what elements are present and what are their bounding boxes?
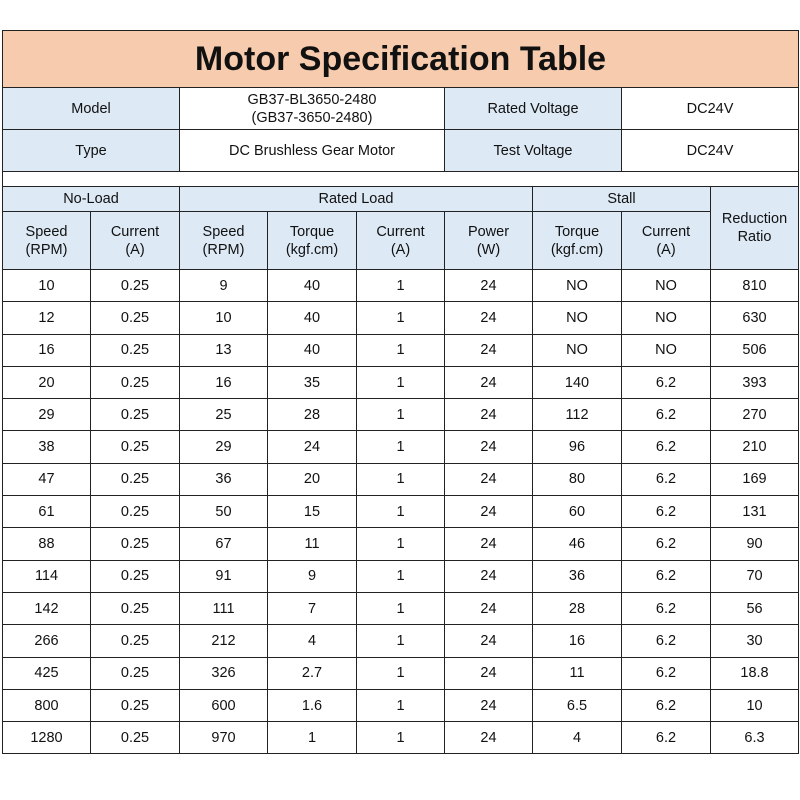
column-header-name: Speed xyxy=(202,223,245,240)
table-cell: 1 xyxy=(357,366,445,398)
table-cell: 30 xyxy=(711,625,799,657)
table-cell: 80 xyxy=(533,463,622,495)
table-cell: 0.25 xyxy=(91,657,180,689)
table-cell: 210 xyxy=(711,431,799,463)
column-header xyxy=(180,212,268,270)
table-cell: 24 xyxy=(445,496,533,528)
type-label: Type xyxy=(3,130,180,172)
table-cell: 16 xyxy=(3,334,91,366)
table-row xyxy=(3,334,799,366)
table-cell: 6.2 xyxy=(622,399,711,431)
table-cell: 38 xyxy=(3,431,91,463)
table-cell: 16 xyxy=(180,366,268,398)
table-cell: 0.25 xyxy=(91,431,180,463)
table-cell: 24 xyxy=(445,722,533,754)
table-cell: 24 xyxy=(445,399,533,431)
table-cell: 40 xyxy=(268,334,357,366)
table-row xyxy=(3,528,799,560)
table-cell: 6.2 xyxy=(622,366,711,398)
table-cell: 36 xyxy=(180,463,268,495)
table-cell: 24 xyxy=(445,560,533,592)
reduction-ratio-header xyxy=(711,187,799,270)
table-cell: 24 xyxy=(445,592,533,624)
model-value-line2: (GB37-3650-2480) xyxy=(251,109,373,126)
table-cell: 0.25 xyxy=(91,302,180,334)
table-cell: 24 xyxy=(445,528,533,560)
table-cell: 50 xyxy=(180,496,268,528)
table-cell: 20 xyxy=(3,366,91,398)
model-value-line1: GB37-BL3650-2480 xyxy=(247,91,377,108)
reduction-line2: Ratio xyxy=(737,229,772,245)
table-cell: 6.2 xyxy=(622,463,711,495)
motor-spec-table xyxy=(2,30,799,754)
column-header-name: Current xyxy=(110,223,160,240)
column-header xyxy=(3,212,91,270)
column-header xyxy=(91,212,180,270)
table-cell: 35 xyxy=(268,366,357,398)
table-cell: 56 xyxy=(711,592,799,624)
table-cell: 6.2 xyxy=(622,657,711,689)
column-header xyxy=(533,212,622,270)
table-cell: 24 xyxy=(445,431,533,463)
table-cell: 6.2 xyxy=(622,689,711,721)
table-cell: 0.25 xyxy=(91,560,180,592)
table-cell: 600 xyxy=(180,689,268,721)
table-cell: 11 xyxy=(533,657,622,689)
table-cell: 10 xyxy=(180,302,268,334)
table-cell: 67 xyxy=(180,528,268,560)
table-cell: NO xyxy=(622,302,711,334)
column-header-unit: (RPM) xyxy=(25,241,68,258)
model-label: Model xyxy=(3,88,180,130)
table-cell: 6.2 xyxy=(622,560,711,592)
table-cell: 24 xyxy=(445,302,533,334)
group-stall: Stall xyxy=(533,187,711,212)
table-cell: NO xyxy=(533,270,622,302)
table-cell: 24 xyxy=(445,689,533,721)
reduction-line1: Reduction xyxy=(721,211,788,227)
rated-voltage-label: Rated Voltage xyxy=(445,88,622,130)
column-header-name: Current xyxy=(376,223,425,240)
column-header-unit: (A) xyxy=(656,241,676,258)
spacer-row xyxy=(3,172,799,187)
table-cell: 0.25 xyxy=(91,334,180,366)
table-cell: 212 xyxy=(180,625,268,657)
table-cell: 140 xyxy=(533,366,622,398)
table-cell: 169 xyxy=(711,463,799,495)
table-cell: 24 xyxy=(445,366,533,398)
table-cell: 1 xyxy=(357,431,445,463)
table-cell: 10 xyxy=(711,689,799,721)
table-title: Motor Specification Table xyxy=(3,31,799,88)
table-cell: 24 xyxy=(445,463,533,495)
table-cell: 1 xyxy=(357,399,445,431)
table-row xyxy=(3,366,799,398)
group-no-load: No-Load xyxy=(3,187,180,212)
table-cell: 60 xyxy=(533,496,622,528)
table-cell: 1 xyxy=(357,657,445,689)
table-cell: 810 xyxy=(711,270,799,302)
table-cell: 91 xyxy=(180,560,268,592)
column-header-name: Speed xyxy=(25,223,68,240)
table-cell: 4 xyxy=(533,722,622,754)
column-header xyxy=(268,212,357,270)
table-cell: 24 xyxy=(445,657,533,689)
test-voltage-label: Test Voltage xyxy=(445,130,622,172)
table-cell: 1 xyxy=(357,302,445,334)
table-cell: 40 xyxy=(268,270,357,302)
table-cell: 12 xyxy=(3,302,91,334)
table-cell: 1 xyxy=(357,528,445,560)
table-cell: 24 xyxy=(445,270,533,302)
table-cell: NO xyxy=(533,302,622,334)
table-cell: 0.25 xyxy=(91,592,180,624)
table-cell: 112 xyxy=(533,399,622,431)
rated-voltage-value: DC24V xyxy=(622,88,799,130)
table-cell: 131 xyxy=(711,496,799,528)
model-value xyxy=(180,88,445,130)
table-cell: 13 xyxy=(180,334,268,366)
table-cell: 111 xyxy=(180,592,268,624)
table-cell: NO xyxy=(622,334,711,366)
table-cell: 15 xyxy=(268,496,357,528)
table-cell: 6.2 xyxy=(622,431,711,463)
table-cell: 24 xyxy=(445,625,533,657)
table-cell: 28 xyxy=(268,399,357,431)
table-cell: 393 xyxy=(711,366,799,398)
table-cell: 6.3 xyxy=(711,722,799,754)
table-cell: 266 xyxy=(3,625,91,657)
table-cell: 142 xyxy=(3,592,91,624)
column-header-name: Power xyxy=(467,223,510,240)
type-value: DC Brushless Gear Motor xyxy=(180,130,445,172)
table-cell: 2.7 xyxy=(268,657,357,689)
table-cell: 1 xyxy=(357,463,445,495)
table-row xyxy=(3,560,799,592)
column-header-unit: (W) xyxy=(476,241,501,258)
column-header xyxy=(445,212,533,270)
table-cell: 9 xyxy=(180,270,268,302)
table-cell: 1 xyxy=(357,625,445,657)
table-cell: 70 xyxy=(711,560,799,592)
table-cell: 88 xyxy=(3,528,91,560)
column-header-unit: (kgf.cm) xyxy=(550,241,604,258)
table-cell: 506 xyxy=(711,334,799,366)
table-cell: 1 xyxy=(357,560,445,592)
table-cell: 24 xyxy=(445,334,533,366)
column-header xyxy=(622,212,711,270)
table-cell: 28 xyxy=(533,592,622,624)
table-cell: 1280 xyxy=(3,722,91,754)
test-voltage-value: DC24V xyxy=(622,130,799,172)
table-cell: 96 xyxy=(533,431,622,463)
table-cell: 0.25 xyxy=(91,496,180,528)
table-cell: 10 xyxy=(3,270,91,302)
table-row xyxy=(3,431,799,463)
table-cell: 7 xyxy=(268,592,357,624)
table-cell: 6.2 xyxy=(622,592,711,624)
table-cell: NO xyxy=(533,334,622,366)
table-cell: 20 xyxy=(268,463,357,495)
table-row xyxy=(3,270,799,302)
table-cell: 36 xyxy=(533,560,622,592)
table-row xyxy=(3,625,799,657)
table-cell: 47 xyxy=(3,463,91,495)
table-cell: 114 xyxy=(3,560,91,592)
group-rated-load: Rated Load xyxy=(180,187,533,212)
table-cell: 29 xyxy=(180,431,268,463)
table-cell: 1 xyxy=(357,689,445,721)
table-cell: 270 xyxy=(711,399,799,431)
table-cell: 11 xyxy=(268,528,357,560)
table-cell: 1 xyxy=(357,592,445,624)
table-row xyxy=(3,463,799,495)
table-cell: 0.25 xyxy=(91,270,180,302)
table-cell: 326 xyxy=(180,657,268,689)
table-row xyxy=(3,722,799,754)
table-row xyxy=(3,496,799,528)
table-cell: 40 xyxy=(268,302,357,334)
column-header-unit: (kgf.cm) xyxy=(285,241,339,258)
table-cell: 29 xyxy=(3,399,91,431)
table-row xyxy=(3,657,799,689)
column-header xyxy=(357,212,445,270)
table-cell: 0.25 xyxy=(91,366,180,398)
table-cell: 0.25 xyxy=(91,528,180,560)
table-cell: 970 xyxy=(180,722,268,754)
table-cell: 9 xyxy=(268,560,357,592)
table-cell: 800 xyxy=(3,689,91,721)
table-cell: 24 xyxy=(268,431,357,463)
table-cell: 0.25 xyxy=(91,722,180,754)
table-cell: 1 xyxy=(357,496,445,528)
table-cell: 6.2 xyxy=(622,528,711,560)
table-cell: 6.2 xyxy=(622,625,711,657)
table-cell: 630 xyxy=(711,302,799,334)
table-row xyxy=(3,302,799,334)
table-cell: 6.5 xyxy=(533,689,622,721)
table-row xyxy=(3,399,799,431)
column-header-name: Current xyxy=(641,223,691,240)
table-cell: 0.25 xyxy=(91,399,180,431)
column-header-unit: (A) xyxy=(390,241,411,258)
table-cell: 0.25 xyxy=(91,625,180,657)
table-cell: 61 xyxy=(3,496,91,528)
table-cell: 1 xyxy=(357,334,445,366)
table-cell: 1 xyxy=(357,270,445,302)
table-cell: 6.2 xyxy=(622,722,711,754)
table-cell: 6.2 xyxy=(622,496,711,528)
table-cell: 46 xyxy=(533,528,622,560)
table-cell: 1.6 xyxy=(268,689,357,721)
table-cell: 1 xyxy=(357,722,445,754)
table-cell: 25 xyxy=(180,399,268,431)
table-cell: 16 xyxy=(533,625,622,657)
table-row xyxy=(3,689,799,721)
table-cell: 90 xyxy=(711,528,799,560)
column-header-unit: (A) xyxy=(125,241,145,258)
table-cell: 1 xyxy=(268,722,357,754)
column-header-name: Torque xyxy=(289,223,335,240)
table-cell: 425 xyxy=(3,657,91,689)
table-cell: NO xyxy=(622,270,711,302)
table-cell: 0.25 xyxy=(91,463,180,495)
table-cell: 0.25 xyxy=(91,689,180,721)
table-cell: 18.8 xyxy=(711,657,799,689)
table-cell: 4 xyxy=(268,625,357,657)
table-row xyxy=(3,592,799,624)
column-header-unit: (RPM) xyxy=(202,241,245,258)
column-header-name: Torque xyxy=(554,223,600,240)
